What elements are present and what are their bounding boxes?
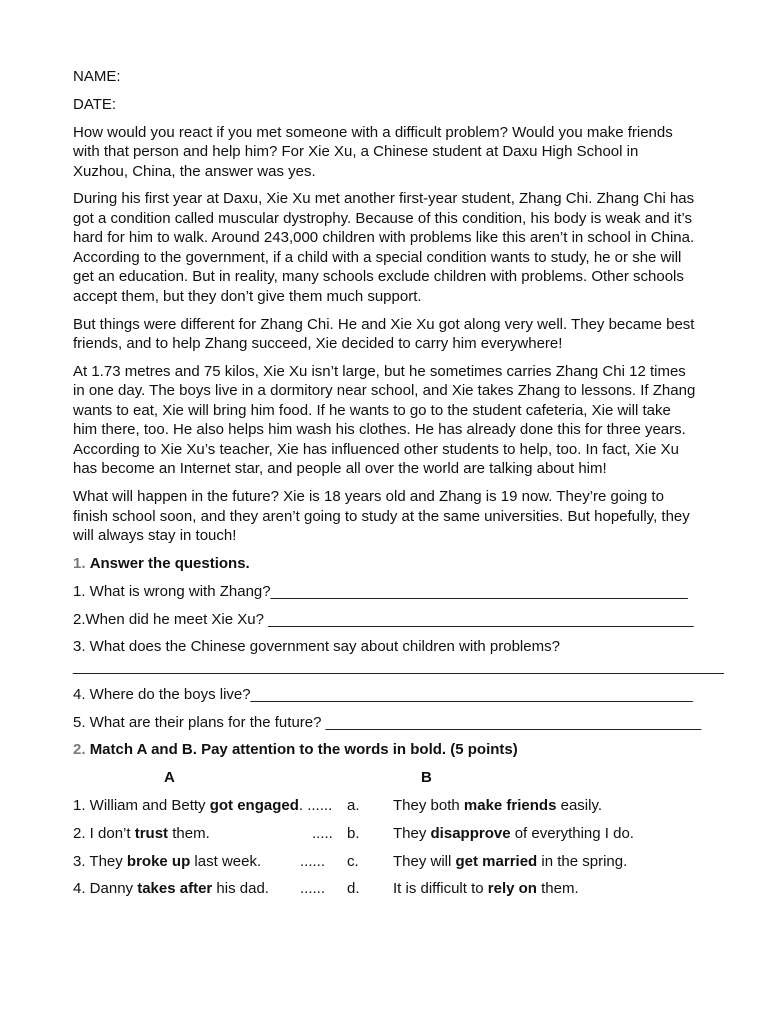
- match-column-headers: [73, 768, 697, 788]
- match-item-b: It is difficult to rely on them.: [393, 880, 579, 898]
- section-1-title: Answer the questions.: [89, 555, 250, 573]
- question-5: 5. What are their plans for the future? _____________________________________________: [73, 713, 702, 731]
- match-item-b: They disapprove of everything I do.: [393, 824, 634, 842]
- section-2-title: Match A and B. Pay attention to the words in bold. (5 points): [89, 741, 518, 759]
- reading-paragraph: How would you react if you met someone with a difficult problem? Would you make friends with that person and help him? For Xie Xu, a Chinese student at Daxu High School in Xuzhou, China, the answer was yes.: [73, 123, 673, 180]
- section-2-heading: [73, 740, 697, 760]
- column-b-header: B: [421, 769, 432, 787]
- question-4: 4. Where do the boys live?_____________________________________________________: [73, 685, 693, 703]
- match-letter: a.: [347, 796, 360, 814]
- match-row: [73, 824, 697, 844]
- reading-paragraph: But things were different for Zhang Chi. He and Xie Xu got along very well. They became best friends, and to help Zhang succeed, Xie decided to carry him everywhere!: [73, 315, 695, 353]
- section-2-number: 2.: [73, 741, 86, 759]
- reading-paragraph: What will happen in the future? Xie is 18 years old and Zhang is 19 now. They’re going to finish school soon, and they aren’t going to study at the same universities. But hopefully, they will always stay in touch!: [73, 488, 690, 545]
- reading-paragraph: During his first year at Daxu, Xie Xu met another first-year student, Zhang Chi. Zhang Chi has got a condition called muscular dystrophy. Because of this condition, his body is weak and it’s hard for him to walk. Around 243,000 children with problems like this aren’t in school in China. According to the government, if a child with a special condition wants to study, he or she will get an education. But in reality, many schools exclude children with problems. Other schools accept them, but they don’t give them much support.: [73, 190, 695, 305]
- question-2: 2.When did he meet Xie Xu? ___________________________________________________: [73, 610, 694, 628]
- match-dots: ......: [300, 852, 326, 870]
- column-a-header: A: [164, 769, 175, 787]
- match-item-a: 3. They broke up last week.: [73, 852, 262, 870]
- match-dots: .....: [312, 824, 333, 842]
- section-1-heading: [73, 554, 697, 574]
- question-3: 3. What does the Chinese government say about children with problems?: [73, 638, 560, 656]
- match-letter: d.: [347, 880, 360, 898]
- section-1-number: 1.: [73, 555, 86, 573]
- match-item-a: 4. Danny takes after his dad.: [73, 880, 269, 898]
- match-letter: c.: [347, 852, 359, 870]
- match-row: [73, 852, 697, 872]
- match-row: [73, 796, 697, 816]
- match-dots: ......: [300, 880, 326, 898]
- question-1: 1. What is wrong with Zhang?__________________________________________________: [73, 582, 688, 600]
- name-label: NAME:: [73, 68, 121, 85]
- match-row: [73, 879, 697, 899]
- match-item-b: They both make friends easily.: [393, 796, 603, 814]
- worksheet-page: [73, 67, 724, 907]
- match-item-a: 2. I don’t trust them.: [73, 824, 210, 842]
- match-letter: b.: [347, 824, 360, 842]
- date-label: DATE:: [73, 95, 117, 113]
- match-item-b: They will get married in the spring.: [393, 852, 628, 870]
- match-item-a: 1. William and Betty got engaged. ......: [73, 796, 333, 814]
- reading-paragraph: At 1.73 metres and 75 kilos, Xie Xu isn’t large, but he sometimes carries Zhang Chi 12 times in one day. The boys live in a dormitory near school, and Xie takes Zhang to lessons. If Zhang wants to eat, Xie will bring him food. If he wants to go to the student cafeteria, Xie will take him there, too. He also helps him wash his clothes. He has already done this for three years. According to Xie Xu’s teacher, Xie has influenced other students to help, too. In fact, Xie Xu has become an Internet star, and people all over the world are talking about him!: [73, 362, 696, 478]
- question-3-answer-line: ______________________________________________________________________________: [73, 657, 724, 675]
